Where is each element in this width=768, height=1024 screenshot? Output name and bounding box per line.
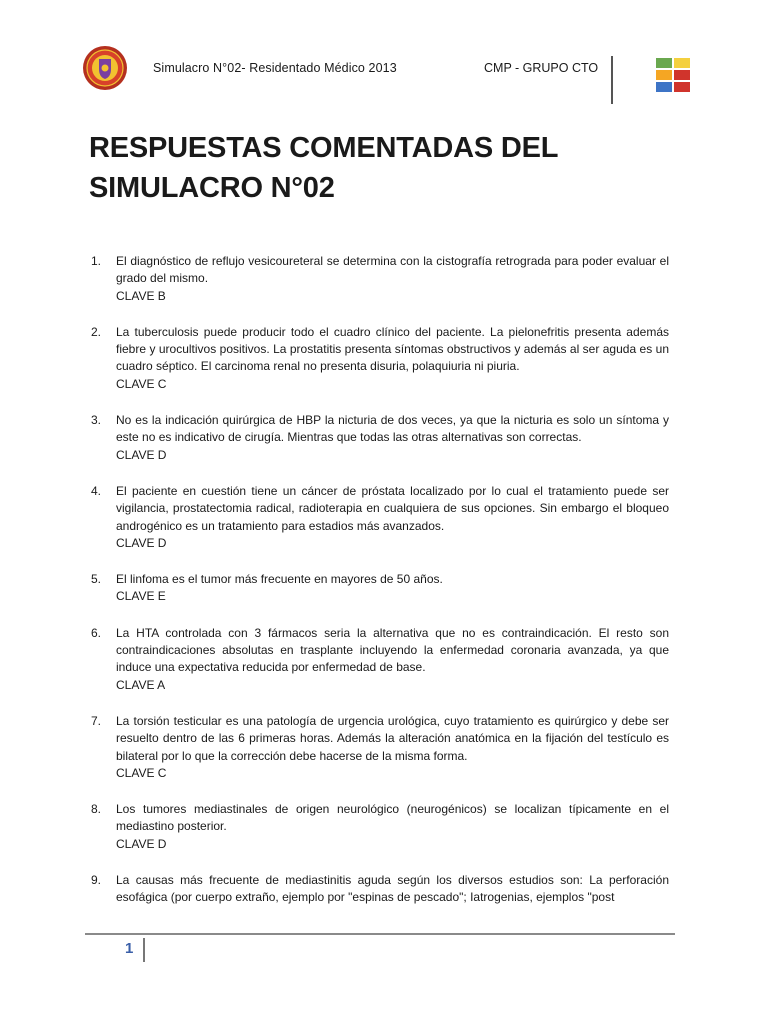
answers-list — [91, 253, 669, 926]
page-title-line-1: RESPUESTAS COMENTADAS DEL — [89, 132, 559, 164]
answer-number: 1. — [91, 254, 102, 268]
answer-text: El linfoma es el tumor más frecuente en mayores de 50 años. — [116, 572, 443, 587]
cto-logo-icon — [656, 58, 690, 92]
answer-number: 6. — [91, 625, 102, 640]
answer-text: El paciente en cuestión tiene un cáncer de próstata localizado por lo cual el tratamiento puede ser vigilancia, prostatectomia radical, radioterapia en cualquiera de sus opciones. Sin embargo el bloqueo androgénico es un tratamiento para estadios más avanzados. — [116, 483, 669, 533]
header-document-title: Simulacro N°02- Residentado Médico 2013 — [153, 61, 397, 75]
answer-number: 9. — [91, 873, 102, 888]
answer-item — [91, 801, 669, 853]
page-header — [0, 0, 768, 110]
answer-number: 4. — [91, 483, 102, 498]
answer-key: CLAVE D — [116, 535, 167, 550]
answer-text: Los tumores mediastinales de origen neurológico (neurogénicos) se localizan típicamente en el mediastino posterior. — [116, 802, 669, 834]
page-number: 1 — [125, 940, 134, 957]
answer-key: CLAVE D — [116, 447, 167, 462]
institution-seal-icon — [82, 45, 128, 91]
answer-key: CLAVE C — [116, 376, 167, 391]
answer-item — [91, 571, 669, 606]
answer-number: 8. — [91, 802, 102, 817]
answer-number: 7. — [91, 713, 102, 728]
header-divider — [611, 56, 613, 104]
answer-number: 2. — [91, 324, 102, 339]
answer-item — [91, 324, 669, 393]
answer-number: 3. — [91, 413, 102, 428]
page-number-divider — [143, 938, 145, 962]
answer-key: CLAVE C — [116, 765, 167, 780]
answer-item — [91, 872, 669, 907]
answer-text: La tuberculosis puede producir todo el cuadro clínico del paciente. La pielonefritis presenta además fiebre y urocultivos positivos. La prostatitis presenta síntomas obstructivos y además al ser aguda es un cuadro séptico. El carcinoma renal no presenta disuria, polaquiuria ni piuria. — [116, 324, 669, 374]
answer-text: La torsión testicular es una patología de urgencia urológica, cuyo tratamiento es quirúrgico y debe ser resuelto dentro de las 6 primeras horas. Además la alteración anatómica en la fijación del testículo es bilateral por lo que la corrección debe hacerse de la misma forma. — [116, 713, 669, 763]
answer-item — [91, 625, 669, 694]
answer-text: El diagnóstico de reflujo vesicoureteral se determina con la cistografía retrograda para poder evaluar el grado del mismo. — [116, 254, 669, 286]
answer-number: 5. — [91, 572, 102, 587]
answer-text: La causas más frecuente de mediastinitis aguda según los diversos estudios son: La perforación esofágica (por cuerpo extraño, ejemplo por "espinas de pescado"; Iatrogenias, ejemplos "post — [116, 873, 669, 905]
answer-item — [91, 412, 669, 464]
answer-key: CLAVE A — [116, 677, 166, 692]
footer-rule — [85, 933, 675, 935]
answer-key: CLAVE E — [116, 589, 166, 604]
answer-text: La HTA controlada con 3 fármacos seria la alternativa que no es contraindicación. El resto son contraindicaciones absolutas en trasplante incluyendo la enfermedad coronaria avanzada, ya que induce una expectativa reducida por enfermedad de base. — [116, 625, 669, 675]
answer-key: CLAVE D — [116, 836, 167, 851]
page-title — [89, 128, 689, 208]
header-organization: CMP - GRUPO CTO — [484, 61, 599, 75]
answer-text: No es la indicación quirúrgica de HBP la nicturia de dos veces, ya que la nicturia es solo un síntoma y este no es indicativo de cirugía. Mientras que todas las otras alternativas son correctas. — [116, 413, 669, 445]
answer-item — [91, 253, 669, 305]
answer-item — [91, 713, 669, 782]
answer-key: CLAVE B — [116, 288, 166, 303]
answer-item — [91, 483, 669, 552]
page-title-line-2: SIMULACRO N°02 — [89, 172, 335, 204]
